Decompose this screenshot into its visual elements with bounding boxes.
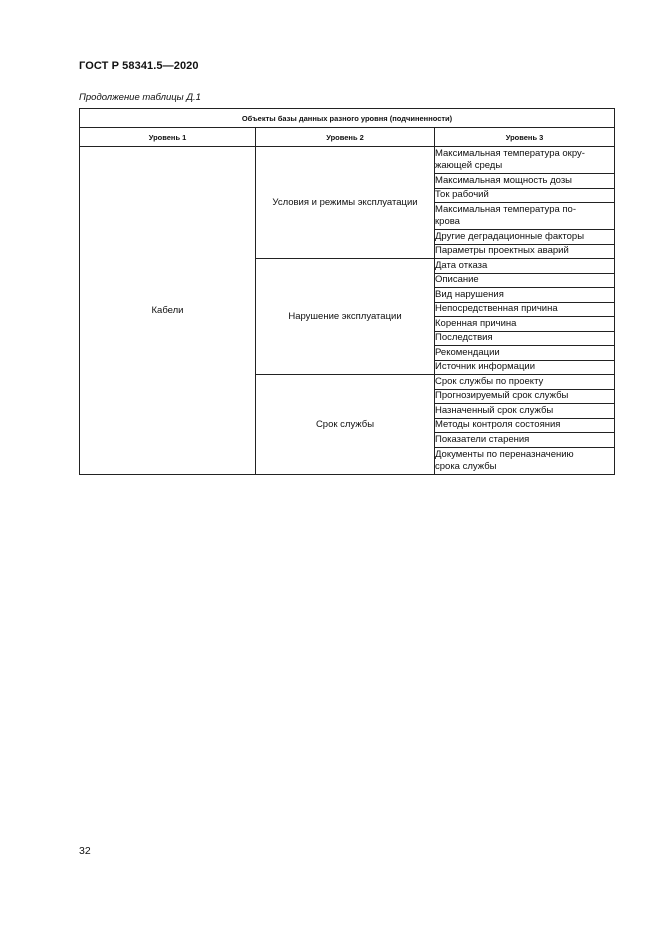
level-3-cell: Коренная причина [435, 317, 615, 332]
level-3-cell: Параметры проектных аварий [435, 244, 615, 259]
level-3-cell: Рекомендации [435, 346, 615, 361]
level-3-cell: Последствия [435, 331, 615, 346]
level-1-cell: Кабели [80, 147, 256, 475]
table-caption: Продолжение таблицы Д.1 [79, 92, 201, 103]
level-3-cell: Дата отказа [435, 259, 615, 274]
level-3-cell: Непосредственная причина [435, 302, 615, 317]
level-3-cell: Прогнозируемый срок службы [435, 389, 615, 404]
column-header-level-1: Уровень 1 [80, 128, 256, 147]
level-3-cell: Показатели старения [435, 433, 615, 448]
document-header: ГОСТ Р 58341.5—2020 [79, 60, 199, 72]
level-2-cell: Срок службы [256, 375, 435, 475]
level-3-cell: Вид нарушения [435, 288, 615, 303]
level-3-cell: Источник информации [435, 360, 615, 375]
level-3-cell: Максимальная мощность дозы [435, 174, 615, 189]
table-body [80, 147, 615, 475]
level-3-cell: Методы контроля состояния [435, 418, 615, 433]
level-3-cell: Документы по переназначению срока службы [435, 447, 615, 474]
level-3-cell: Другие деградационные факторы [435, 230, 615, 245]
level-3-cell: Максимальная температура по- крова [435, 203, 615, 230]
level-3-cell: Назначенный срок службы [435, 404, 615, 419]
table-row [80, 147, 615, 174]
level-3-cell: Срок службы по проекту [435, 375, 615, 390]
level-2-cell: Условия и режимы эксплуатации [256, 147, 435, 259]
column-header-level-2: Уровень 2 [256, 128, 435, 147]
level-3-cell: Максимальная температура окру- жающей среды [435, 147, 615, 174]
level-2-cell: Нарушение эксплуатации [256, 259, 435, 375]
level-3-cell: Описание [435, 273, 615, 288]
page-number: 32 [79, 845, 91, 857]
table-title: Объекты базы данных разного уровня (подчиненности) [80, 109, 615, 128]
data-table [79, 108, 615, 475]
column-header-level-3: Уровень 3 [435, 128, 615, 147]
level-3-cell: Ток рабочий [435, 188, 615, 203]
